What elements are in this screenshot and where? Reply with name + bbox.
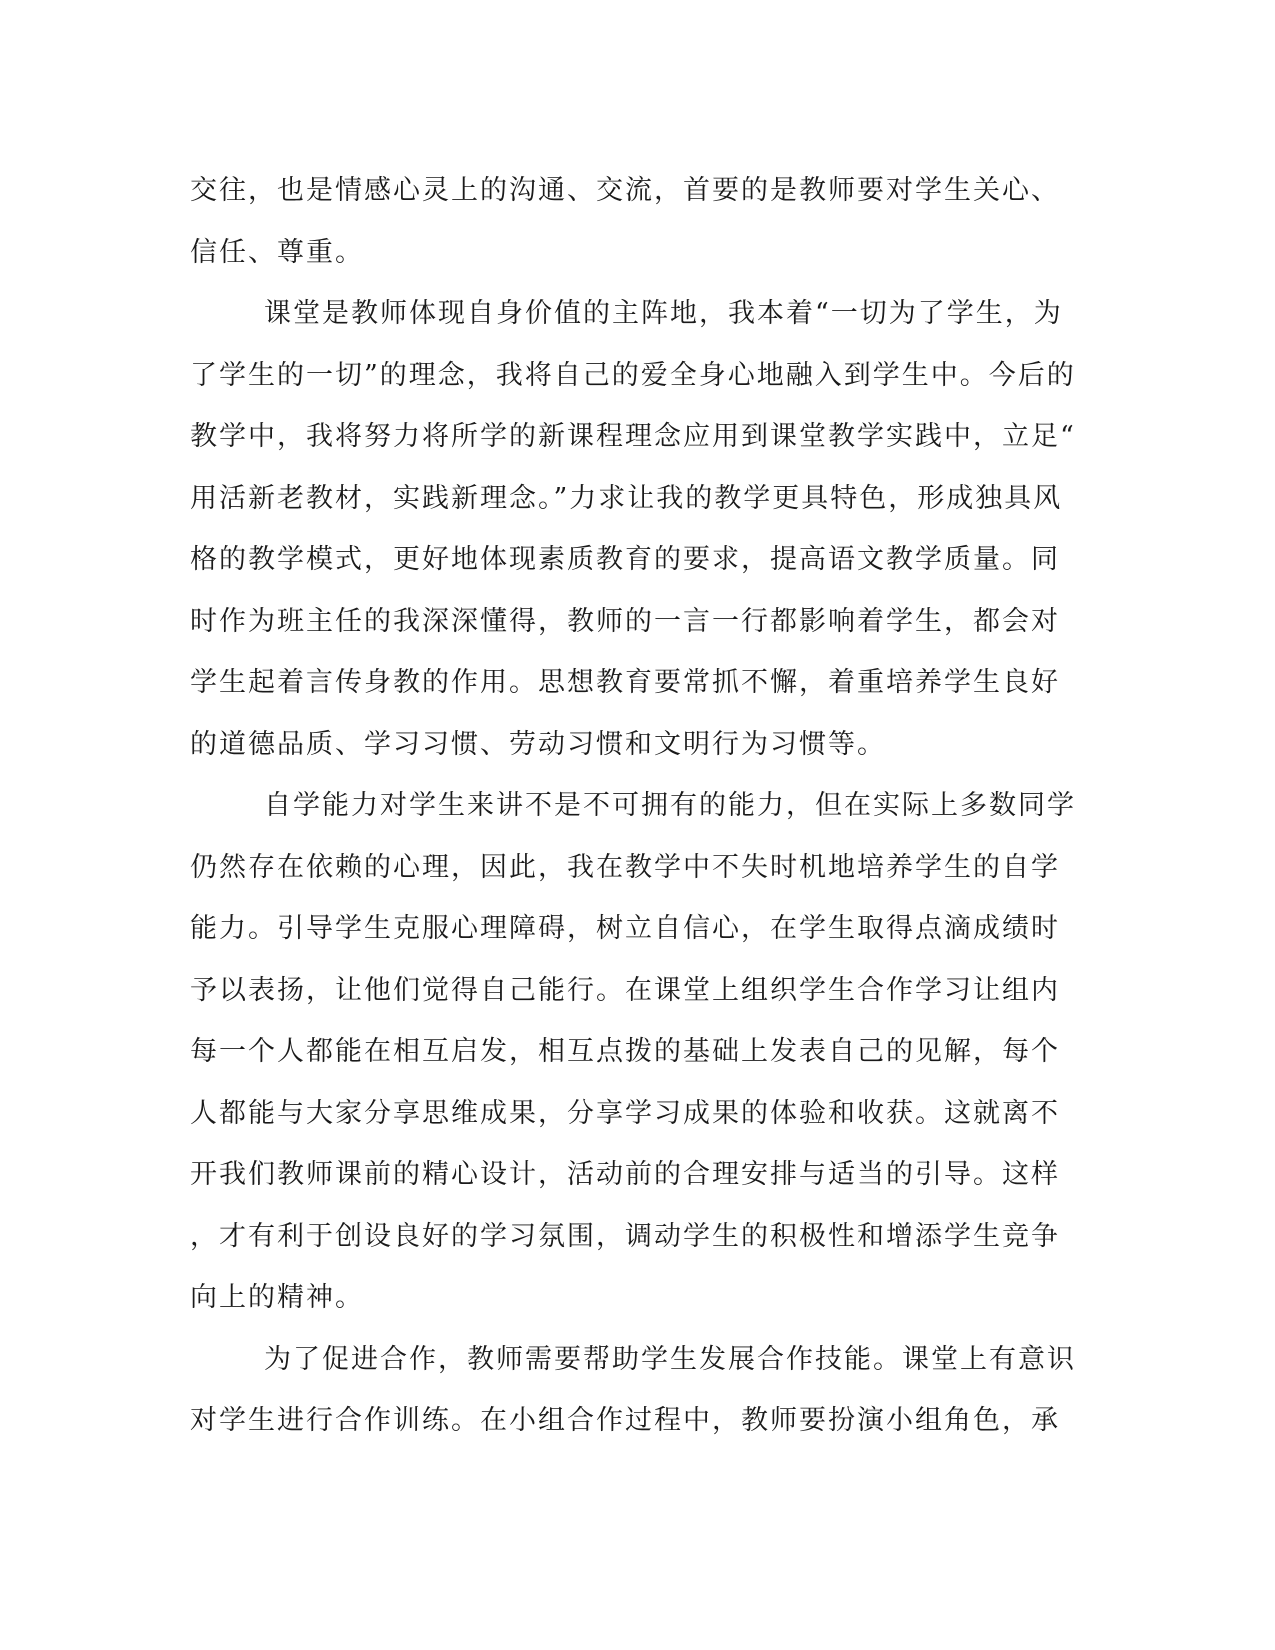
paragraph-start-line: 为了促进合作，教师需要帮助学生发展合作技能。课堂上有意识 <box>264 1343 1076 1375</box>
text-line: 予以表扬，让他们觉得自己能行。在课堂上组织学生合作学习让组内 <box>190 974 1060 1006</box>
text-line: 向上的精神。 <box>190 1282 364 1313</box>
text-line: 教学中，我将努力将所学的新课程理念应用到课堂教学实践中，立足“ <box>190 421 1076 452</box>
text-line: 了学生的一切”的理念，我将自己的爱全身心地融入到学生中。今后的 <box>190 359 1076 391</box>
text-line: 每一个人都能在相互启发，相互点拨的基础上发表自己的见解，每个 <box>190 1036 1060 1067</box>
text-line: 用活新老教材，实践新理念。”力求让我的教学更具特色，形成独具风 <box>190 482 1063 514</box>
text-line: 能力。引导学生克服心理障碍，树立自信心，在学生取得点滴成绩时 <box>190 913 1060 944</box>
text-line: 时作为班主任的我深深懂得，教师的一言一行都影响着学生，都会对 <box>190 605 1060 637</box>
text-line: 对学生进行合作训练。在小组合作过程中，教师要扮演小组角色，承 <box>190 1405 1060 1436</box>
text-line: 信任、尊重。 <box>190 236 364 268</box>
text-line: 格的教学模式，更好地体现素质教育的要求，提高语文教学质量。同 <box>190 544 1060 575</box>
body-text <box>190 160 1080 1452</box>
text-line: 学生起着言传身教的作用。思想教育要常抓不懈，着重培养学生良好 <box>190 667 1060 698</box>
text-line: 交往，也是情感心灵上的沟通、交流，首要的是教师要对学生关心、 <box>190 175 1060 206</box>
text-line: 人都能与大家分享思维成果，分享学习成果的体验和收获。这就离不 <box>190 1097 1060 1129</box>
text-line: ，才有利于创设良好的学习氛围，调动学生的积极性和增添学生竞争 <box>190 1220 1060 1252</box>
text-line: 开我们教师课前的精心设计，活动前的合理安排与适当的引导。这样 <box>190 1159 1060 1190</box>
text-line: 仍然存在依赖的心理，因此，我在教学中不失时机地培养学生的自学 <box>190 851 1060 883</box>
paragraph-start-line: 自学能力对学生来讲不是不可拥有的能力，但在实际上多数同学 <box>264 790 1076 821</box>
text-line: 的道德品质、学习习惯、劳动习惯和文明行为习惯等。 <box>190 728 886 760</box>
paragraph-start-line: 课堂是教师体现自身价值的主阵地，我本着“一切为了学生，为 <box>264 298 1063 329</box>
